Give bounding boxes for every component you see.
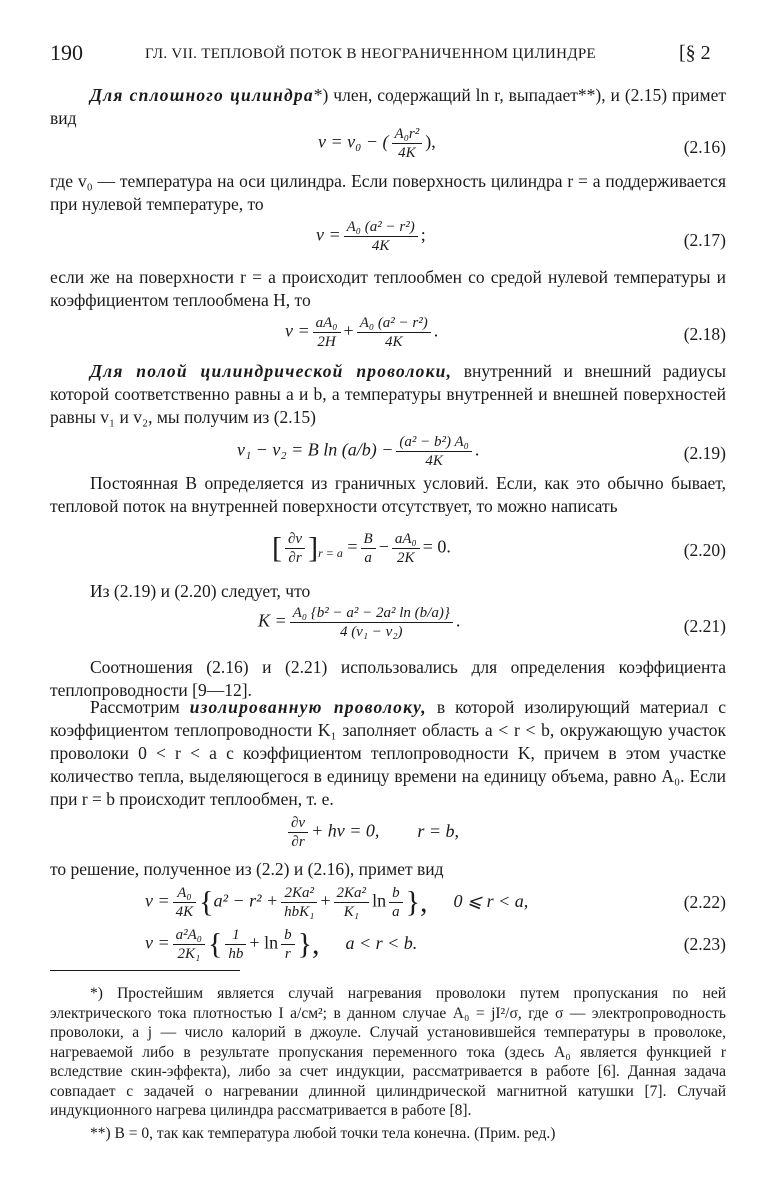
brace-open: {	[199, 885, 214, 919]
eq-lhs: v₁ − v₂ = B ln (a/b) −	[237, 439, 394, 460]
denominator: hbK₁	[284, 904, 315, 920]
fraction	[396, 433, 471, 470]
fraction	[344, 218, 418, 255]
fraction	[288, 814, 308, 851]
equation-number: (2.22)	[683, 892, 726, 912]
fraction	[225, 926, 246, 963]
denominator: 2K₁	[177, 946, 201, 962]
numerator: A₀ (a² − r²)	[357, 314, 431, 333]
equation-number: (2.23)	[683, 934, 726, 954]
eq-condition: a < r < b.	[345, 932, 418, 953]
eq-condition: r = b,	[417, 820, 460, 841]
bracket-close: ]	[308, 531, 319, 565]
eq-rhs: .	[474, 439, 480, 460]
footnote-1: *) Простейшим является случай нагревания проволоки путем пропускания по ней электрического тока плотностью I a/см²; в данном случае A₀ = jI²/σ, где σ — электропроводность проволоки, а j — число калорий в джоуле. Случай установившейся температуры в проволоке, нагреваемой либо в результате пропускания переменного тока (здесь A₀ является функцией r вследствие скин-эффекта), либо за счет индукции, рассматривается в работе [6]. Данная задача совпадает с задачей о нагревании длинной цилиндрической магнитной катушки [7]. Случай индукционного нагрева цилиндра рассматривается в работе [8].	[50, 985, 726, 1119]
paragraph-text: в которой изолирующий материал с коэффициентом теплопроводности K₁ заполняет область a < r < b, окружающую участок проволоки 0 < r < a с коэффициентом теплопроводности K, причем в этом участке количество тепла, выделяющегося в единицу времени на единицу объема, равно A₀. Если при r = b происходит теплообмен, т. е.	[50, 697, 726, 809]
page-number: 190	[50, 40, 83, 65]
minus-sign: −	[378, 536, 389, 557]
equation-2-18	[285, 314, 438, 351]
eq-rhs: ;	[420, 224, 426, 245]
numerator: 1	[225, 926, 246, 945]
eq-rhs: .	[433, 320, 439, 341]
fraction	[357, 314, 431, 351]
running-header-title: ГЛ. VII. ТЕПЛОВОЙ ПОТОК В НЕОГРАНИЧЕННОМ ЦИЛИНДРЕ	[145, 46, 596, 62]
denominator: r	[284, 946, 291, 962]
equation-number: (2.17)	[683, 230, 726, 250]
eq-lhs: v = v₀ − (	[318, 131, 389, 152]
paragraph: если же на поверхности r = a происходит теплообмен со средой нулевой температуры и коэффициентом теплообмена H, то	[50, 267, 726, 310]
numerator: b	[389, 884, 403, 903]
equation-2-21	[258, 604, 460, 641]
eq-lhs: v =	[145, 890, 170, 911]
eq-lhs: K =	[258, 610, 287, 631]
fraction	[285, 530, 305, 567]
equation-2-23	[145, 926, 417, 963]
equation-2-17	[316, 218, 426, 255]
paragraph: Соотношения (2.16) и (2.21) использовались для определения коэффициента теплопроводности [9—12].	[50, 657, 726, 700]
fraction	[173, 926, 205, 963]
equals-sign: =	[347, 536, 358, 557]
fraction	[290, 604, 453, 641]
brace-close: },	[405, 885, 428, 919]
eq-rest: + hv = 0,	[311, 820, 380, 841]
plus-sign: +	[343, 320, 354, 341]
eq-rhs: .	[455, 610, 461, 631]
paragraph-hollow-wire	[50, 360, 726, 429]
equation-number: (2.21)	[683, 616, 726, 636]
denominator: a	[392, 904, 400, 920]
denominator: ∂r	[291, 834, 305, 850]
equation-2-19	[237, 433, 479, 470]
fraction	[173, 884, 197, 921]
equation-number: (2.20)	[683, 540, 726, 560]
fraction	[281, 926, 295, 963]
denominator: 4K	[384, 334, 403, 350]
numerator: aA₀	[313, 314, 341, 333]
eq-lhs: v =	[145, 932, 170, 953]
fraction	[361, 530, 376, 567]
paragraph-text: *) член, содержащий ln r, выпадает**), и (2.15) примет вид	[50, 85, 726, 128]
paragraph: где v₀ — температура на оси цилиндра. Если поверхность цилиндра r = a поддерживается при нулевой температуре, то	[50, 171, 726, 214]
italic-phrase: Для полой цилиндрической проволоки,	[90, 361, 453, 381]
equation-number: (2.19)	[683, 443, 726, 463]
fraction	[389, 884, 403, 921]
equation-boundary-condition	[285, 814, 459, 851]
denominator: 4K	[425, 453, 443, 469]
numerator: 2Ka²	[281, 884, 317, 903]
paragraph-text: внутренний и внешний радиусы которой соответственно равны a и b, а температуры внутренней и внешней поверхностей равны v₁ и v₂, мы получим из (2.15)	[50, 361, 726, 427]
numerator: B	[361, 530, 376, 549]
numerator: A₀r²	[392, 125, 423, 144]
denominator: 4 (v₁ − v₂)	[339, 624, 403, 640]
paragraph-solid-cylinder	[50, 84, 726, 130]
equation-number: (2.16)	[683, 137, 726, 157]
ln-operator: ln	[372, 890, 387, 911]
italic-phrase: Для сплошного цилиндра	[90, 85, 314, 105]
equation-number: (2.18)	[683, 324, 726, 344]
numerator: b	[281, 926, 295, 945]
brace-close: },	[297, 927, 320, 961]
numerator: A₀	[173, 884, 197, 903]
denominator: hb	[228, 946, 244, 962]
numerator: ∂v	[288, 814, 308, 833]
eq-rhs: = 0.	[422, 536, 451, 557]
paragraph: Постоянная B определяется из граничных условий. Если, как это обычно бывает, тепловой поток на внутренней поверхности отсутствует, то можно написать	[50, 473, 726, 516]
numerator: a²A₀	[173, 926, 205, 945]
numerator: A₀ {b² − a² − 2a² ln (b/a)}	[290, 604, 453, 623]
equation-2-20	[272, 530, 451, 567]
numerator: A₀ (a² − r²)	[344, 218, 418, 237]
numerator: (a² − b²) A₀	[396, 433, 471, 452]
paragraph: Из (2.19) и (2.20) следует, что	[90, 581, 311, 601]
section-marker: [§ 2	[679, 42, 711, 64]
subscript: r = a	[318, 546, 343, 561]
denominator: ∂r	[288, 550, 302, 566]
italic-phrase: изолированную проволоку,	[189, 697, 427, 717]
fraction	[334, 884, 370, 921]
paragraph-text: Рассмотрим	[90, 697, 190, 717]
bracket-open: [	[272, 531, 282, 565]
fraction	[392, 530, 420, 567]
numerator: 2Ka²	[334, 884, 370, 903]
denominator: 4K	[371, 238, 390, 254]
plus-sign: +	[320, 890, 331, 911]
eq-term: a² − r² +	[213, 890, 279, 911]
eq-lhs: v =	[316, 224, 341, 245]
eq-lhs: v =	[285, 320, 310, 341]
eq-rhs: ),	[425, 131, 436, 152]
fraction	[313, 314, 341, 351]
equation-2-16	[318, 125, 436, 162]
fraction	[392, 125, 423, 162]
paragraph: то решение, полученное из (2.2) и (2.16), примет вид	[50, 859, 444, 879]
denominator: 2K	[397, 550, 415, 566]
brace-open: {	[208, 927, 223, 961]
eq-condition: 0 ⩽ r < a,	[453, 890, 529, 911]
plus-ln: + ln	[249, 932, 279, 953]
footnote-2: **) B = 0, так как температура любой точки тела конечна. (Прим. ред.)	[90, 1125, 556, 1142]
denominator: 4K	[175, 904, 194, 920]
paragraph-insulated-wire	[50, 696, 726, 811]
denominator: K₁	[343, 904, 359, 920]
denominator: 4K	[398, 145, 416, 161]
equation-2-22	[145, 884, 528, 921]
numerator: aA₀	[392, 530, 420, 549]
footnote-divider	[50, 970, 240, 971]
denominator: 2H	[317, 334, 336, 350]
fraction	[281, 884, 317, 921]
denominator: a	[364, 550, 372, 566]
numerator: ∂v	[285, 530, 305, 549]
